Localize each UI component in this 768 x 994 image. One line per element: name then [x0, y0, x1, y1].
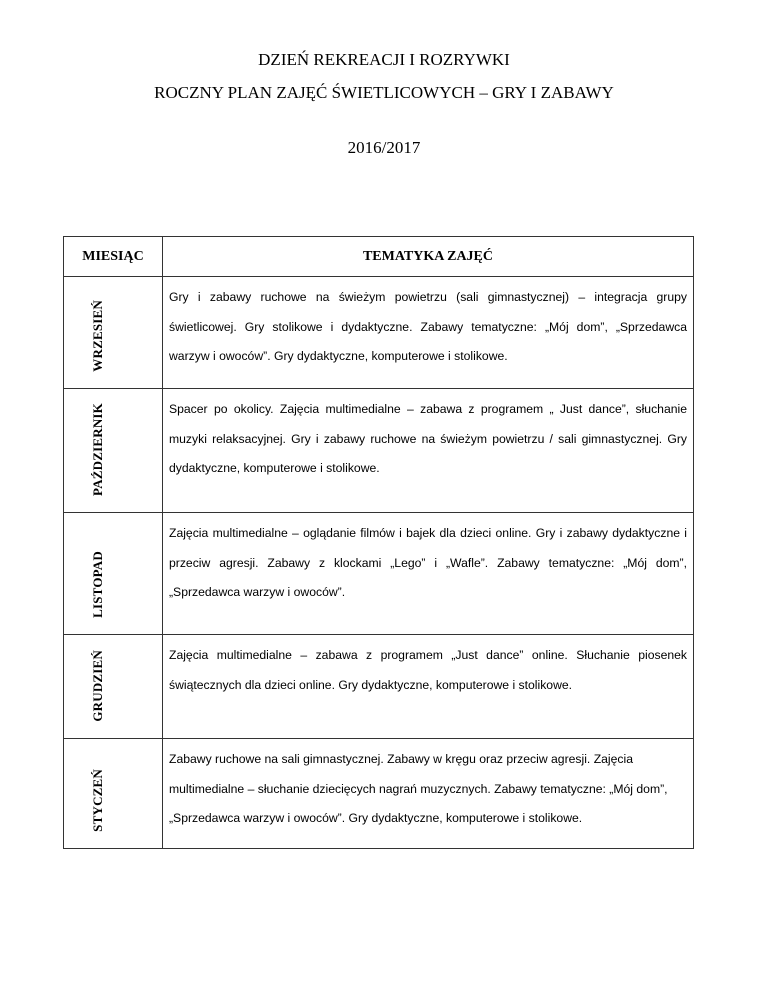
- month-cell: [64, 739, 163, 849]
- topic-cell: Zabawy ruchowe na sali gimnastycznej. Zabawy w kręgu oraz przeciw agresji. Zajęcia multimedialne – słuchanie dziecięcych nagrań muzycznych. Zabawy tematyczne: „Mój dom”, „Sprzedawca warzyw i owoców”. Gry dydaktyczne, komputerowe i stolikowe.: [163, 739, 694, 849]
- table-row: [64, 389, 694, 513]
- table-header-row: [64, 237, 694, 277]
- activity-plan-table: [63, 236, 694, 849]
- topic-column-header: TEMATYKA ZAJĘĆ: [163, 237, 694, 277]
- month-label: GRUDZIEŃ: [90, 650, 105, 722]
- month-cell: [64, 277, 163, 389]
- topic-cell: Gry i zabawy ruchowe na świeżym powietrzu (sali gimnastycznej) – integracja grupy świetlicowej. Gry stolikowe i dydaktyczne. Zabawy tematyczne: „Mój dom”, „Sprzedawca warzyw i owoców”. Gry dydaktyczne, komputerowe i stolikowe.: [163, 277, 694, 389]
- document-title: DZIEŃ REKREACJI I ROZRYWKI: [258, 50, 510, 69]
- table-row: [64, 513, 694, 635]
- school-year: 2016/2017: [347, 138, 421, 157]
- month-label: WRZESIEŃ: [90, 300, 105, 372]
- month-cell: [64, 389, 163, 513]
- month-cell: [64, 635, 163, 739]
- topic-cell: Spacer po okolicy. Zajęcia multimedialne – zabawa z programem „ Just dance”, słuchanie muzyki relaksacyjnej. Gry i zabawy ruchowe na świeżym powietrzu / sali gimnastycznej. Gry dydaktyczne, komputerowe i stolikowe.: [163, 389, 694, 513]
- month-cell: [64, 513, 163, 635]
- topic-cell: Zajęcia multimedialne – zabawa z programem „Just dance” online. Słuchanie piosenek świątecznych dla dzieci online. Gry dydaktyczne, komputerowe i stolikowe.: [163, 635, 694, 739]
- table-row: [64, 739, 694, 849]
- document-subtitle: ROCZNY PLAN ZAJĘĆ ŚWIETLICOWYCH – GRY I ZABAWY: [154, 83, 614, 102]
- month-label: LISTOPAD: [90, 551, 105, 618]
- month-label: STYCZEŃ: [90, 769, 105, 832]
- month-column-header: MIESIĄC: [64, 237, 163, 277]
- table-row: [64, 277, 694, 389]
- month-label: PAŹDZIERNIK: [90, 403, 105, 496]
- topic-cell: Zajęcia multimedialne – oglądanie filmów i bajek dla dzieci online. Gry i zabawy dydaktyczne i przeciw agresji. Zabawy z klockami „Lego” i „Wafle”. Zabawy tematyczne: „Mój dom”, „Sprzedawca warzyw i owoców”.: [163, 513, 694, 635]
- table-row: [64, 635, 694, 739]
